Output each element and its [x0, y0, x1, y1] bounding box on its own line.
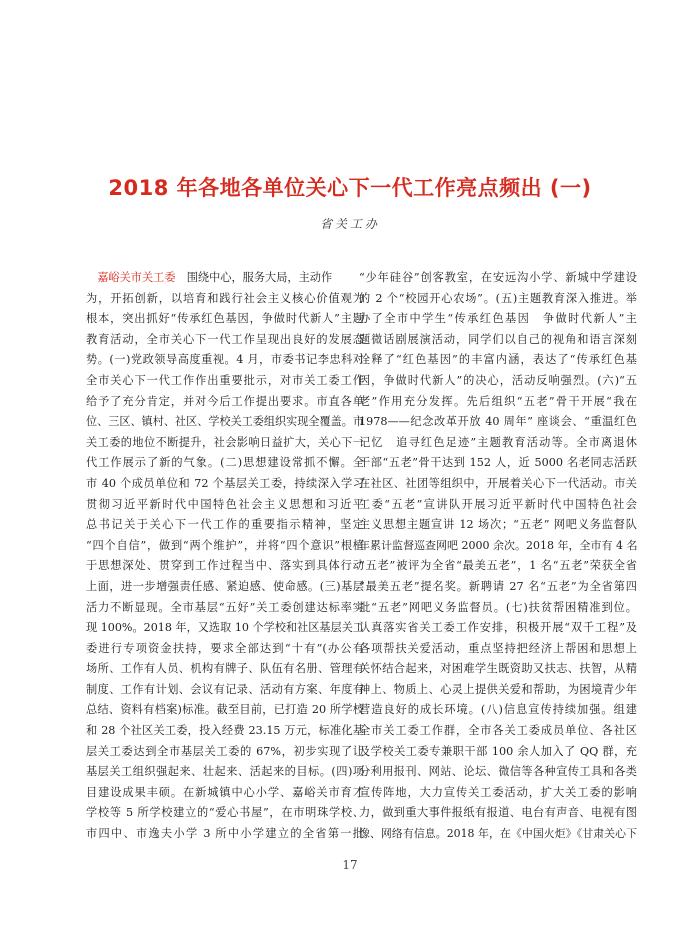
text-line: 全市关心下一代工作作出重要批示，对市关工委工作: [86, 373, 364, 387]
left-column: [86, 268, 364, 845]
text-line: 为，开拓创新，以培育和践行社会主义核心价值观为: [86, 291, 364, 305]
article-title: 2018 年各地各单位关心下一代工作亮点频出 (一): [108, 176, 592, 200]
text-line: 记忆 追寻红色足迹”主题教育活动等。全市离退休: [359, 435, 637, 449]
article-author: 省关工办: [319, 217, 380, 231]
text-line: 关怀结合起来，对困难学生既资助又扶志、扶智，从精: [359, 662, 637, 676]
text-line: “四个自信”，做到“两个维护”，并将“四个意识”根植: [86, 538, 364, 552]
text-line: [86, 268, 364, 289]
text-line: 像、网络有信息。2018 年，在《中国火炬》《甘肃关心下: [359, 827, 637, 841]
text-line: 及学校关工委专兼职干部 100 余人加入了 QQ 群，充: [359, 744, 637, 758]
text-line: 神上、物质上、心灵上提供关爱和帮助，为困境青少年: [359, 682, 637, 696]
text-line: “少年硅谷”创客教室，在安远沟小学、新城中学建设: [359, 271, 637, 284]
right-column: [359, 268, 637, 845]
text-line: 在社区、社团等组织中，开展着关心下一代活动。市关: [359, 476, 637, 490]
line-text: 围绕中心，服务大局，主动作: [186, 271, 333, 284]
text-line: 认真落实省关工委工作安排，积极开展“双千工程”及: [359, 621, 637, 635]
text-line: 于思想深处、贯穿到工作过程当中、落实到具体行动: [86, 559, 364, 573]
text-line: 干部“五老”骨干达到 152 人，近 5000 名老同志活跃: [359, 456, 637, 470]
text-line: 全市关工委工作群，全市各关工委成员单位、各社区: [359, 724, 637, 738]
indent: [86, 271, 97, 284]
text-line: 老”作用充分发挥。先后组织“五老”骨干开展“我在: [359, 394, 637, 408]
text-line: 关工委的地位不断提升，社会影响日益扩大，关心下一: [86, 435, 364, 449]
text-line: 给予了充分肯定，并对今后工作提出要求。市直各单: [86, 394, 364, 408]
text-line: 势。(一)党政领导高度重视。4 月，市委书记李忠科对: [86, 353, 364, 367]
text-line: 力，做到重大事件报纸有报道、电台有声音、电视有图: [359, 806, 637, 820]
text-line: 批“五老”网吧义务监督员。(七)扶贫帮困精准到位。: [359, 600, 637, 614]
text-line: 学校等 5 所学校建立的“爱心书屋”，在市明珠学校、: [86, 806, 364, 820]
text-line: 办了全市中学生“传承红色基因 争做时代新人”主: [359, 312, 637, 326]
text-line: 主义思想主题宣讲 12 场次；“五老” 网吧义务监督队: [359, 518, 637, 532]
text-line: 场所、工作有人员、机构有牌子、队伍有名册、管理有: [86, 662, 364, 676]
text-line: 教育活动，全市关心下一代工作呈现出良好的发展态: [86, 332, 364, 346]
text-line: 的 2 个“校园开心农场”。(五)主题教育深入推进。举: [359, 291, 637, 305]
text-line: 总结、资料有档案)标准。截至目前，已打造 20 所学校: [86, 703, 364, 717]
text-line: 代工作展示了新的气象。(二)思想建设常抓不懈。全: [86, 456, 364, 470]
indent: [176, 271, 187, 284]
page-number: 17: [342, 858, 358, 872]
text-line: 市四中、市逸夫小学 3 所中小学建立的全省第一批: [86, 827, 364, 841]
text-line: 诠释了“红色基因”的丰富内涵，表达了“传承红色基: [359, 353, 637, 367]
text-line: 各项帮扶关爱活动，重点坚持把经济上帮困和思想上: [359, 641, 637, 655]
text-line: 根本，突出抓好“传承红色基因，争做时代新人”主题: [86, 312, 364, 326]
text-line: 上面，进一步增强责任感、紧迫感、使命感。(三)基层: [86, 579, 364, 593]
text-line: 目建设成果丰硕。在新城镇中心小学、嘉峪关市育才: [86, 785, 364, 799]
text-line: 市 40 个成员单位和 72 个基层关工委，持续深入学习: [86, 476, 364, 490]
text-line: 制度、工作有计划、会议有记录、活动有方案、年度有: [86, 682, 364, 696]
text-line: “五老”被评为全省“最美五老”，1 名“五老”荣获全省: [359, 559, 637, 573]
text-line: 题微话剧展演活动，同学们以自己的视角和语言深刻: [359, 332, 637, 346]
text-line: 营造良好的成长环境。(八)信息宣传持续加强。组建: [359, 703, 637, 717]
text-line: 和 28 个社区关工委，投入经费 23.15 万元，标准化基: [86, 724, 364, 738]
org-label: 嘉峪关市关工委: [97, 271, 176, 284]
text-line: “最美五老”提名奖。新聘请 27 名“五老”为全省第四: [359, 579, 637, 593]
text-line: 现 100%。2018 年，又选取 10 个学校和社区基层关工: [86, 621, 364, 635]
text-line: 分利用报刊、网站、论坛、微信等各种宣传工具和各类: [359, 765, 637, 779]
text-line: 位、三区、镇村、社区、学校关工委组织实现全覆盖。市: [86, 415, 364, 429]
text-line: 1978——纪念改革开放 40 周年” 座谈会、“重温红色: [359, 415, 637, 429]
text-line: 年累计监督巡查网吧 2000 余次。2018 年，全市有 4 名: [359, 538, 637, 552]
text-line: 因，争做时代新人”的决心，活动反响强烈。(六)“五: [359, 373, 637, 387]
text-line: 贯彻习近平新时代中国特色社会主义思想和习近平: [86, 497, 364, 511]
text-line: 活力不断显现。全市基层“五好”关工委创建达标率实: [86, 600, 364, 614]
text-line: 基层关工组织强起来、壮起来、活起来的目标。(四)项: [86, 765, 364, 779]
text-line: 宣传阵地，大力宣传关工委活动，扩大关工委的影响: [359, 785, 637, 799]
text-line: 委进行专项资金扶持，要求全部达到“十有”(办公有: [86, 641, 364, 655]
text-line: 工委“五老”宣讲队开展习近平新时代中国特色社会: [359, 497, 637, 511]
text-line: 总书记关于关心下一代工作的重要指示精神，坚定: [86, 518, 364, 532]
text-line: 层关工委达到全市基层关工委的 67%，初步实现了让: [86, 744, 364, 758]
